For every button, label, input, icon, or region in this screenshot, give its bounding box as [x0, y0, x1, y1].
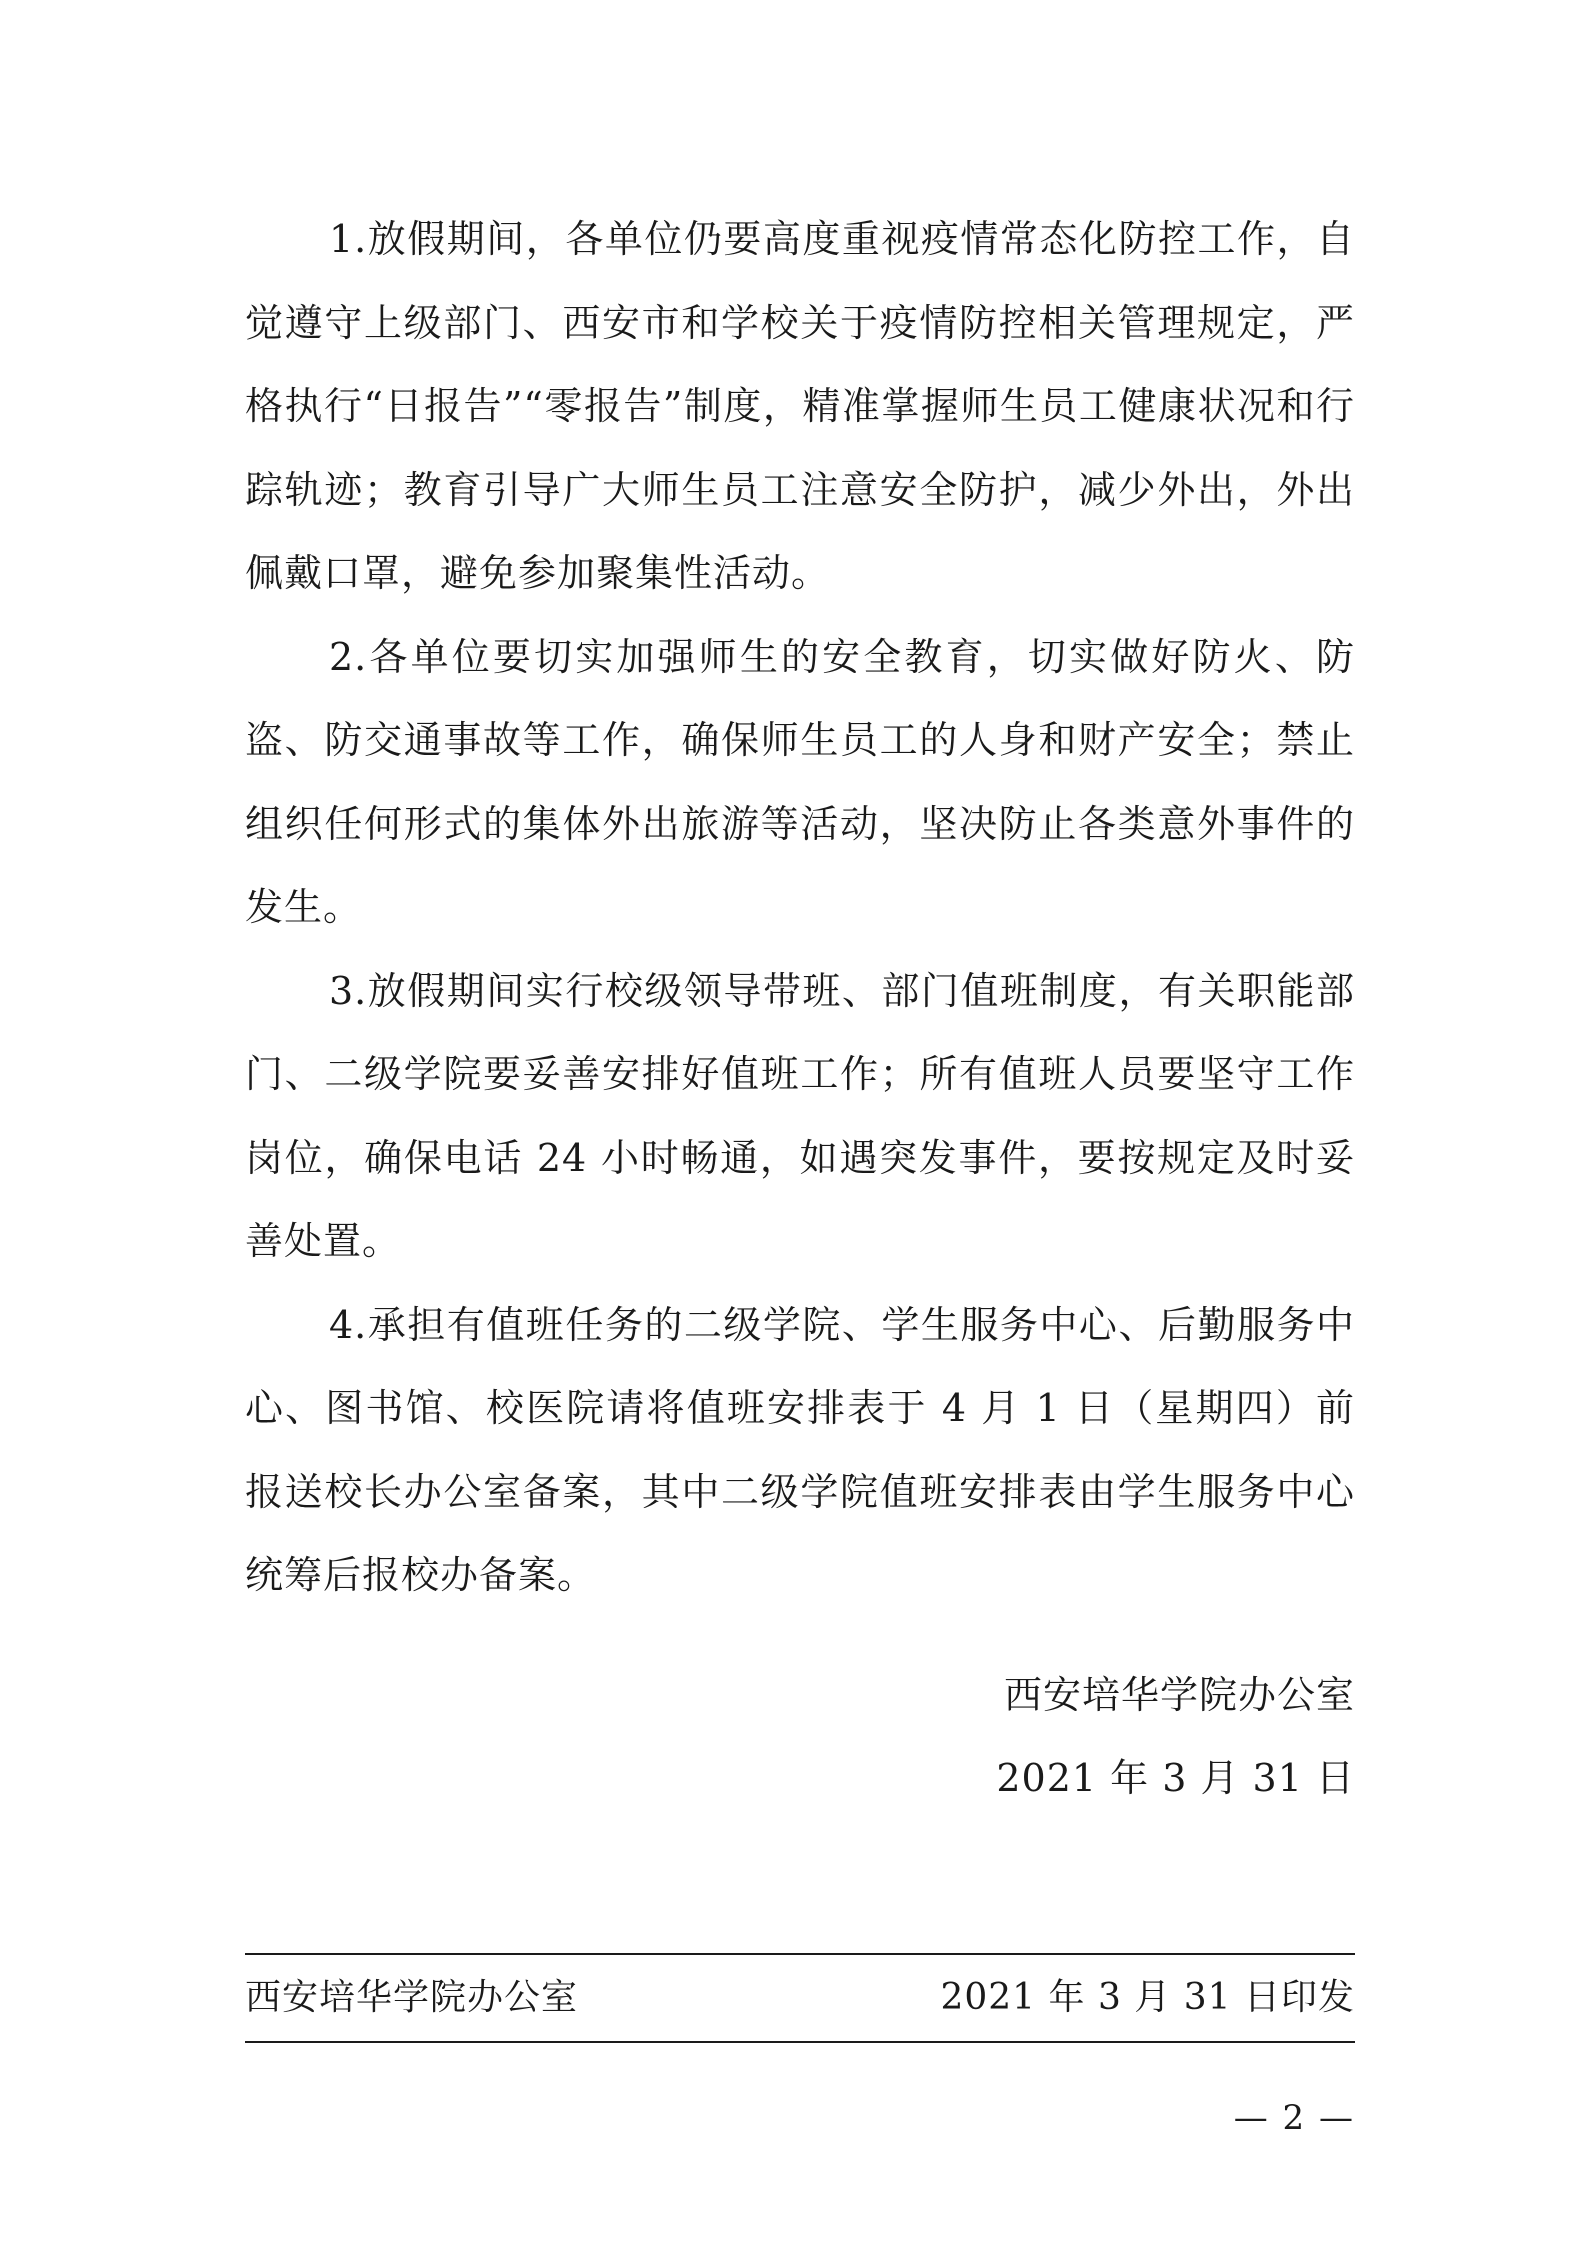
signature-date: 2021 年 3 月 31 日 [996, 1756, 1355, 1800]
footer-issuer: 西安培华学院办公室 [245, 1977, 579, 2018]
page-number: — 2 — [1233, 2098, 1355, 2138]
signature-block [996, 1654, 1355, 1820]
paragraph-1: 1.放假期间，各单位仍要高度重视疫情常态化防控工作，自觉遵守上级部门、西安市和学校关于疫情防控相关管理规定，严格执行“日报告”“零报告”制度，精准掌握师生员工健康状况和行踪轨迹；教育引导广大师生员工注意安全防护，减少外出，外出佩戴口罩，避免参加聚集性活动。 [245, 217, 1355, 595]
signature-organization: 西安培华学院办公室 [1003, 1673, 1355, 1717]
footer-bottom-rule [245, 2041, 1355, 2043]
footer-row [245, 1970, 1355, 2026]
document-body [245, 198, 1355, 1618]
paragraph-4: 4.承担有值班任务的二级学院、学生服务中心、后勤服务中心、图书馆、校医院请将值班安排表于 4 月 1 日（星期四）前报送校长办公室备案，其中二级学院值班安排表由学生服务中心统筹后报校办备案。 [245, 1302, 1355, 1597]
footer-top-rule [245, 1953, 1355, 1955]
paragraph-2: 2.各单位要切实加强师生的安全教育，切实做好防火、防盗、防交通事故等工作，确保师生员工的人身和财产安全；禁止组织任何形式的集体外出旅游等活动，坚决防止各类意外事件的发生。 [245, 634, 1355, 929]
footer-issue-date: 2021 年 3 月 31 日印发 [940, 1977, 1355, 2018]
paragraph-3: 3.放假期间实行校级领导带班、部门值班制度，有关职能部门、二级学院要妥善安排好值班工作；所有值班人员要坚守工作岗位，确保电话 24 小时畅通，如遇突发事件，要按规定及时妥善处置。 [245, 968, 1355, 1263]
